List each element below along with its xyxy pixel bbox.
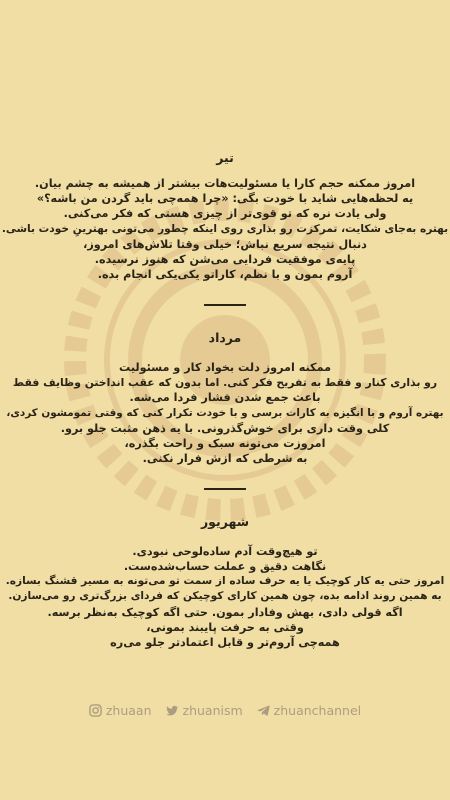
text-line: رو بذاری کنار و فقط به تفریح فکر کنی. اما بدون که عقب انداختن وظایف فقط [12,376,438,390]
text-line: باعث جمع شدن فشار فردا می‌شه. [129,391,321,405]
section-mordad [0,330,450,466]
instagram-handle[interactable] [89,703,152,718]
text-line: امروز ممکنه حجم کارا یا مسئولیت‌هات بیشتر از همیشه به چشم بیان. [34,177,416,190]
text-line: نگاهت دقیق و عملت حساب‌شده‌ست. [123,560,327,574]
instagram-handle-text: zhuaan [105,703,152,718]
text-line: کلی وقت داری برای خوش‌گذرونی. با یه ذهن مثبت جلو برو. [60,421,390,435]
section-divider [204,304,246,306]
section-body [0,176,450,282]
section-body [0,544,450,650]
section-title: شهریور [200,513,250,529]
section-divider [204,488,246,490]
horoscope-document [0,150,450,650]
text-line: ممکنه امروز دلت بخواد کار و مسئولیت [118,360,331,374]
section-shahrivar [0,514,450,650]
section-title: مرداد [208,329,242,345]
section-tir [0,150,450,282]
telegram-handle[interactable] [257,703,361,718]
text-line: اگه قولی دادی، بهش وفادار بمون. حتی اگه کوچیک به‌نظر برسه. [47,605,403,619]
text-line: یه لحظه‌هایی شاید با خودت بگی: «چرا همه‌چی باید گردن من باشه؟» [36,192,414,206]
text-line: امروزت می‌تونه سبک و راحت بگذره، [124,436,326,450]
text-line: تو هیچ‌وقت آدم ساده‌لوحی نبودی. [132,544,318,558]
section-title: تیر [216,150,234,165]
twitter-handle[interactable] [166,703,243,718]
text-line: به شرطی که ازش فرار نکنی. [142,452,308,466]
text-line: وقتی به حرفت پایبند بمونی، [146,620,304,634]
text-line: پایه‌ی موفقیت فردایی می‌شن که هنوز نرسیده. [94,253,356,267]
text-line: به همین روند ادامه بده، چون همین کارای کوچیکن که فردای بزرگ‌تری رو می‌سازن. [8,590,442,603]
text-line: امروز حتی یه کار کوچیک یا یه حرف ساده از سمت تو می‌تونه به مسیر قشنگ بسازه. [5,575,445,588]
text-line: آروم بمون و با نظم، کاراتو یکی‌یکی انجام بده. [97,268,353,282]
text-line: ولی یادت نره که تو قوی‌تر از چیزی هستی که فکر می‌کنی. [63,207,387,221]
text-line: بهتره آروم و با انگیزه به کارات برسی و با خودت تکرار کنی که وقتی تمومشون کردی، [6,406,444,419]
section-body [0,360,450,466]
text-line: دنبال نتیجه سریع نباش؛ خیلی وقتا تلاش‌های امروز، [83,237,367,251]
twitter-icon [166,704,179,717]
telegram-handle-text: zhuanchannel [273,703,362,718]
telegram-icon [257,704,270,717]
text-line: بهتره به‌جای شکایت، تمرکزت رو بذاری روی اینکه چطور می‌تونی بهترینِ خودت باشی. [1,222,449,235]
social-footer [0,703,450,718]
text-line: همه‌چی آروم‌تر و قابل اعتمادتر جلو می‌ره [110,636,340,650]
instagram-icon [89,704,102,717]
twitter-handle-text: zhuanism [182,703,243,718]
